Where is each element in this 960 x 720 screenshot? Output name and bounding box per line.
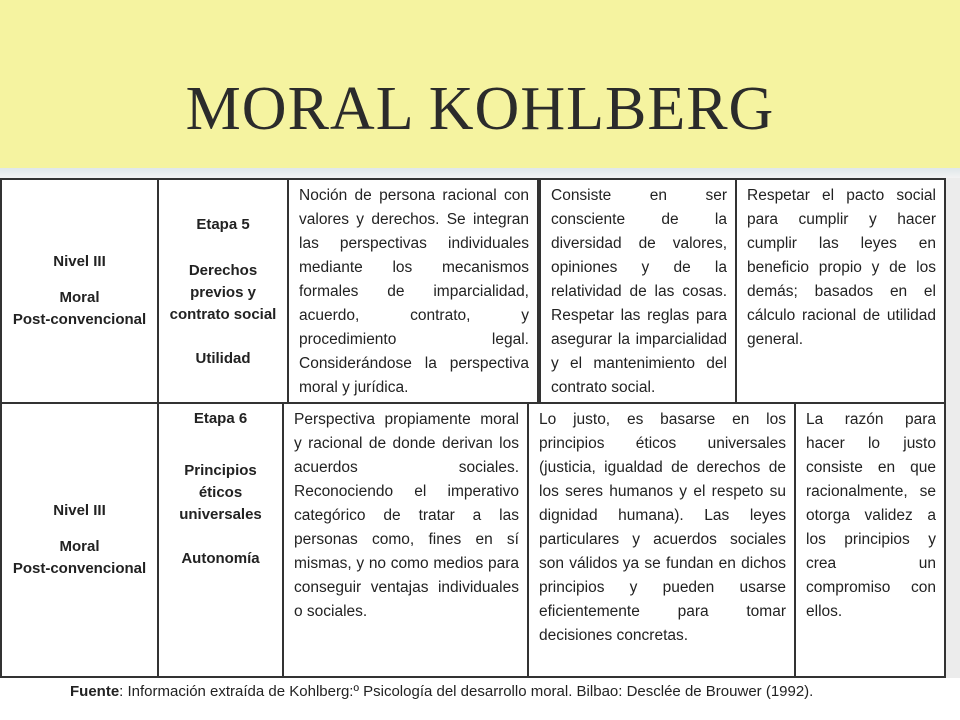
source-label: Fuente <box>70 683 120 700</box>
scan-edge <box>946 178 960 678</box>
notion-text: Noción de persona racional con valores y derechos. Se integran las perspectivas individuales mediante los mecanismos formales de imparcialidad, acuerdo, contrato, y procedimiento legal. Considerándose la perspectiva moral y jurídica. <box>299 187 529 396</box>
source-note <box>70 683 813 700</box>
level-moral: Moral <box>59 538 100 555</box>
reason-text: La razón para hacer lo justo consiste en que racionalmente, se otorga validez a los principios y crea un compromiso con ellos. <box>806 411 936 620</box>
reason-cell <box>794 404 944 676</box>
notion-text: Perspectiva propiamente moral y racional de donde derivan los acuerdos sociales. Reconociendo el imperativo categórico de tratar a las personas como, fines en sí mismas, y no como medios para conseguir ventajas individuales o sociales. <box>294 411 519 620</box>
level-type: Post-convencional <box>12 311 147 328</box>
level-moral: Moral <box>59 289 100 306</box>
table-row <box>0 402 946 678</box>
reason-text: Respetar el pacto social para cumplir y hacer cumplir las leyes en beneficio propio y de los demás; basados en el cálculo racional de utilidad general. <box>747 187 936 348</box>
level-cell <box>2 404 157 676</box>
source-text: : Información extraída de Kohlberg:º Psicología del desarrollo moral. Bilbao: Desclée de Brouwer (1992). <box>119 683 814 700</box>
level-label: Nivel III <box>53 502 106 519</box>
kohlberg-table <box>0 178 946 678</box>
stage-cell <box>157 180 287 402</box>
level-label: Nivel III <box>53 253 106 270</box>
level-type: Post-convencional <box>12 560 147 577</box>
slide-title: MORAL KOHLBERG <box>185 75 775 143</box>
notion-cell <box>282 404 527 676</box>
stage-description: Derechos previos y contrato social <box>169 262 277 323</box>
justice-cell <box>527 404 794 676</box>
justice-text: Lo justo, es basarse en los principios éticos universales (justicia, igualdad de derechos de los seres humanos y el respeto su dignidad humana). Las leyes particulares y acuerdos sociales son válidos ya se fundan en dichos principios y pueden usarse eficientemente para tomar decisiones concretas. <box>539 411 786 644</box>
scan-strip <box>0 168 960 178</box>
justice-cell <box>537 180 735 402</box>
table-row <box>0 178 946 404</box>
justice-text: Consiste en ser consciente de la diversidad de valores, opiniones y de la relatividad de las cosas. Respetar las reglas para asegurar la imparcialidad y el mantenimiento del contrato social. <box>551 187 727 396</box>
stage-name: Etapa 5 <box>196 216 250 233</box>
stage-name: Etapa 6 <box>193 410 248 427</box>
stage-value: Utilidad <box>195 350 251 367</box>
notion-cell <box>287 180 537 402</box>
reason-cell <box>735 180 944 402</box>
stage-description: Principios éticos universales <box>179 462 262 523</box>
stage-cell <box>157 404 282 676</box>
level-cell <box>2 180 157 402</box>
stage-value: Autonomía <box>181 550 260 567</box>
